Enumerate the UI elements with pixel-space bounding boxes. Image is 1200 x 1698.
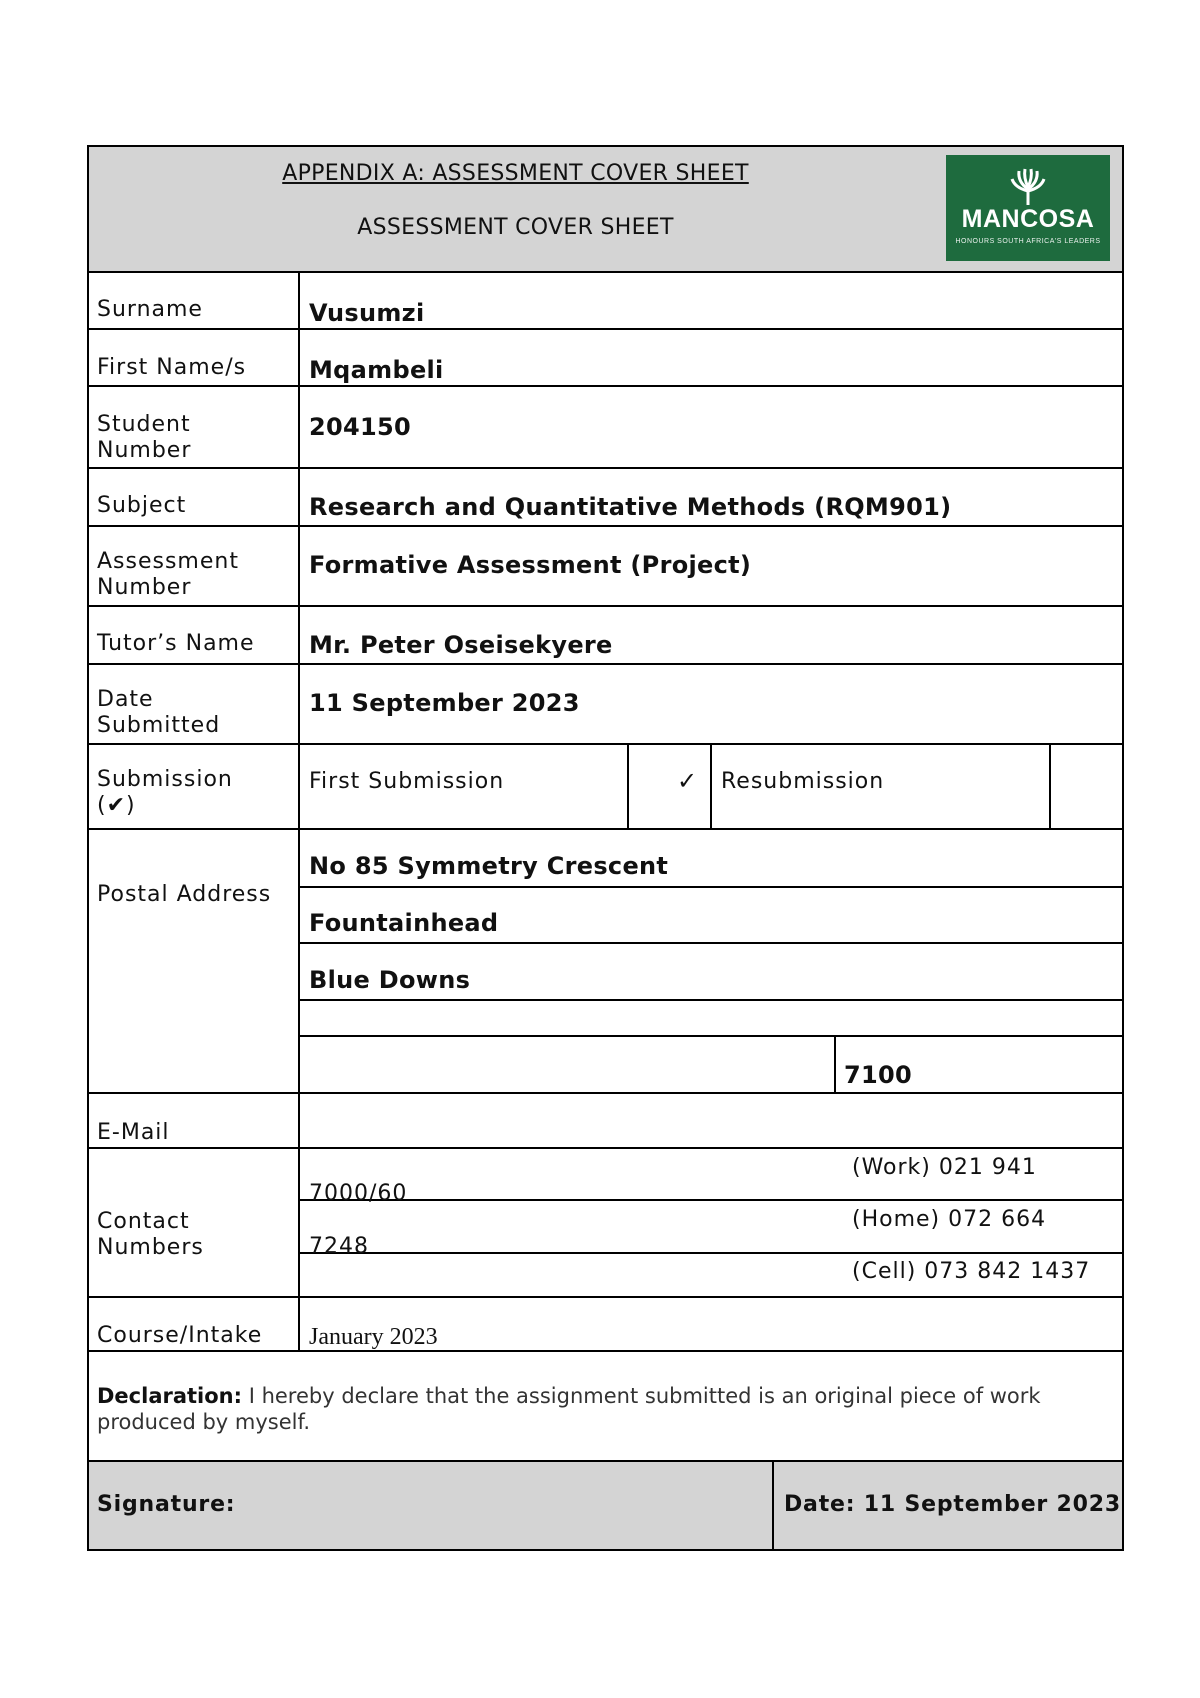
submission-label-line1: Submission	[97, 767, 233, 792]
first-submission-label: First Submission	[309, 769, 505, 794]
postal-address-line3: Blue Downs	[309, 966, 471, 994]
declaration-line1: I hereby declare that the assignment submitted is an original piece of work	[242, 1384, 1041, 1408]
assessment-number-label	[97, 549, 239, 601]
appendix-title: APPENDIX A: ASSESSMENT COVER SHEET	[282, 161, 749, 186]
declaration-text	[97, 1383, 1117, 1435]
date-submitted-label	[97, 687, 220, 739]
first-name-value: Mqambeli	[309, 356, 444, 384]
postal-address-label: Postal Address	[97, 882, 272, 907]
subject-label: Subject	[97, 493, 187, 518]
header-band	[89, 147, 1122, 271]
signature-label: Signature:	[97, 1492, 236, 1517]
date-submitted-label-line1: Date	[97, 687, 154, 712]
date-submitted-value: 11 September 2023	[309, 689, 580, 717]
tutor-name-value: Mr. Peter Oseisekyere	[309, 631, 613, 659]
contact-numbers-label-line1: Contact	[97, 1209, 190, 1234]
assessment-number-value: Formative Assessment (Project)	[309, 551, 752, 579]
work-number-rest: 7000/60	[309, 1181, 408, 1206]
contact-numbers-label	[97, 1209, 204, 1261]
course-intake-label: Course/Intake	[97, 1323, 263, 1348]
surname-value: Vusumzi	[309, 299, 425, 327]
course-intake-value: January 2023	[309, 1324, 438, 1350]
student-number-label	[97, 412, 191, 464]
cell-number: (Cell) 073 842 1437	[852, 1259, 1091, 1284]
work-number-prefix: (Work) 021 941	[852, 1155, 1037, 1180]
submission-label-line2: (✔)	[97, 793, 136, 818]
assessment-number-label-line2: Number	[97, 575, 192, 600]
submission-label	[97, 767, 233, 819]
contact-numbers-label-line2: Numbers	[97, 1235, 204, 1260]
subject-value: Research and Quantitative Methods (RQM901)	[309, 493, 952, 521]
page-title: ASSESSMENT COVER SHEET	[357, 215, 674, 240]
signature-date-cell	[774, 1462, 1122, 1549]
student-number-value: 204150	[309, 413, 411, 441]
resubmission-label: Resubmission	[721, 769, 885, 794]
email-label: E-Mail	[97, 1120, 170, 1145]
postal-address-line1: No 85 Symmetry Crescent	[309, 852, 669, 880]
tutor-name-label: Tutor’s Name	[97, 631, 255, 656]
signature-date-label: Date: 11 September 2023	[784, 1492, 1121, 1517]
assessment-number-label-line1: Assessment	[97, 549, 239, 574]
date-submitted-label-line2: Submitted	[97, 713, 221, 738]
home-number-rest: 7248	[309, 1234, 369, 1259]
logo-tagline: HONOURS SOUTH AFRICA'S LEADERS	[955, 238, 1101, 245]
declaration-line2: produced by myself.	[97, 1410, 311, 1434]
signature-cell[interactable]	[89, 1462, 772, 1549]
student-number-label-line1: Student	[97, 412, 191, 437]
first-submission-checkbox[interactable]: ✓	[677, 767, 699, 795]
first-name-label: First Name/s	[97, 355, 247, 380]
mancosa-logo	[946, 155, 1110, 261]
logo-brand: MANCOSA	[961, 205, 1095, 233]
cover-sheet-table	[87, 145, 1124, 1551]
home-number-prefix: (Home) 072 664	[852, 1207, 1047, 1232]
postal-code-value: 7100	[844, 1061, 912, 1089]
resubmission-checkbox[interactable]	[1053, 745, 1120, 828]
declaration-heading: Declaration:	[97, 1384, 243, 1408]
surname-label: Surname	[97, 297, 203, 322]
student-number-label-line2: Number	[97, 438, 192, 463]
tree-logo-icon	[1010, 167, 1046, 205]
postal-address-line2: Fountainhead	[309, 909, 499, 937]
